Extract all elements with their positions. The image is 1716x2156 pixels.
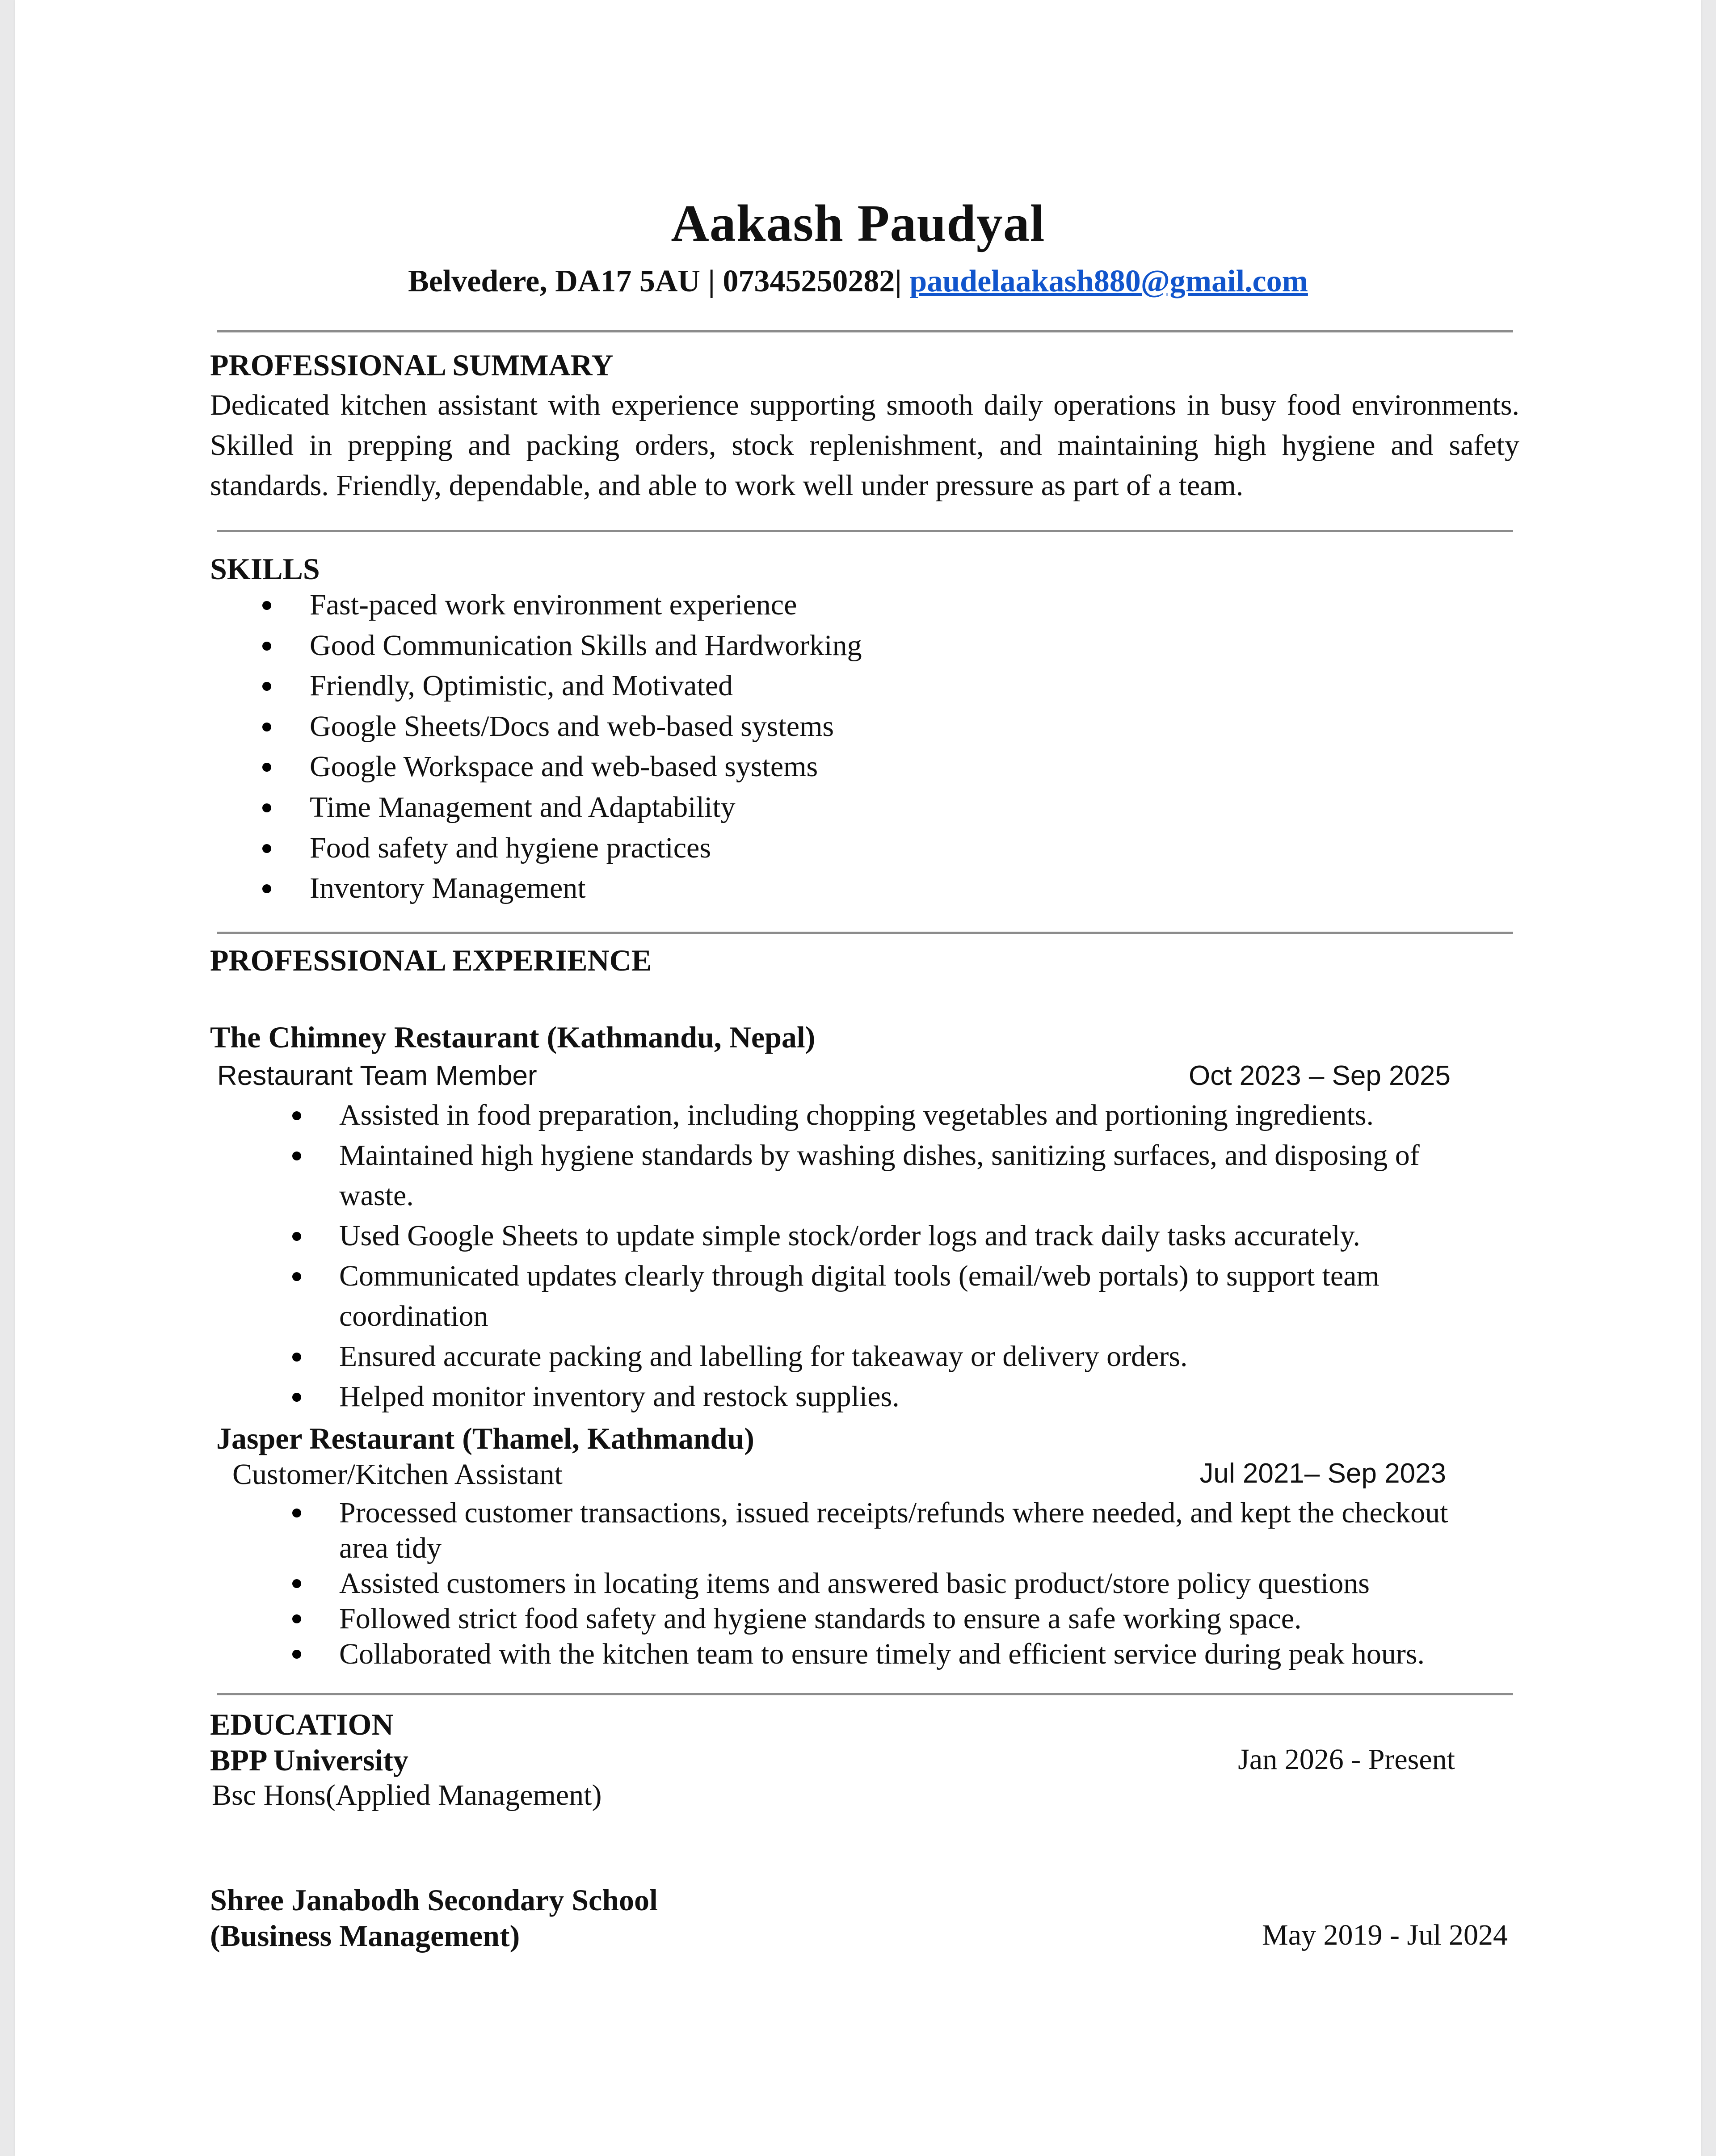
bullet-icon	[262, 884, 271, 893]
bullet-icon	[292, 1579, 301, 1588]
job-duties-list	[339, 1095, 1483, 1417]
duty-item: Assisted customers in locating items and answered basic product/store policy questions	[339, 1566, 1501, 1601]
job-dates: Jul 2021– Sep 2023	[1199, 1458, 1446, 1489]
bullet-icon	[262, 682, 271, 691]
duty-item: Processed customer transactions, issued receipts/refunds where needed, and kept the checkout area tidy	[339, 1495, 1501, 1566]
bullet-icon	[262, 803, 271, 812]
education-dates: Jan 2026 - Present	[1238, 1743, 1455, 1776]
bullet-icon	[292, 1272, 301, 1281]
duty-item: Assisted in food preparation, including chopping vegetables and portioning ingredients.	[339, 1095, 1483, 1135]
contact-details: Belvedere, DA17 5AU | 07345250282|	[408, 264, 902, 298]
skill-item: Google Sheets/Docs and web-based systems	[310, 706, 862, 747]
bullet-icon	[292, 1152, 301, 1160]
email-link[interactable]: paudelaakash880@gmail.com	[909, 264, 1308, 298]
bullet-icon	[262, 723, 271, 731]
job-dates: Oct 2023 – Sep 2025	[1188, 1060, 1451, 1091]
summary-heading: PROFESSIONAL SUMMARY	[210, 348, 614, 382]
skill-item: Fast-paced work environment experience	[310, 585, 862, 626]
summary-text: Dedicated kitchen assistant with experience supporting smooth daily operations in busy food environments. Skilled in prepping and packing orders, stock replenishment, and maintaining high hygiene and safety standards. Friendly, dependable, and able to work well under pressure as part of a team.	[210, 389, 1519, 502]
job-role: Restaurant Team Member	[217, 1060, 537, 1091]
skills-heading: SKILLS	[210, 552, 320, 586]
divider	[217, 932, 1513, 934]
duty-item: Followed strict food safety and hygiene standards to ensure a safe working space.	[339, 1601, 1501, 1636]
bullet-icon	[292, 1353, 301, 1362]
employer-name: Jasper Restaurant (Thamel, Kathmandu)	[216, 1421, 754, 1455]
resume-page	[15, 0, 1701, 2156]
candidate-name: Aakash Paudyal	[671, 194, 1045, 252]
job-role: Customer/Kitchen Assistant	[232, 1458, 563, 1491]
divider	[217, 530, 1513, 532]
education-detail: Bsc Hons(Applied Management)	[212, 1779, 602, 1811]
employer-name: The Chimney Restaurant (Kathmandu, Nepal)	[210, 1020, 816, 1054]
duty-item: Maintained high hygiene standards by washing dishes, sanitizing surfaces, and disposing of waste.	[339, 1135, 1483, 1216]
education-detail: (Business Management)	[210, 1919, 520, 1953]
divider	[217, 330, 1513, 332]
education-heading: EDUCATION	[210, 1707, 394, 1741]
skill-item: Good Communication Skills and Hardworking	[310, 626, 862, 666]
bullet-icon	[262, 763, 271, 772]
duty-item: Ensured accurate packing and labelling for takeaway or delivery orders.	[339, 1336, 1483, 1377]
skills-list	[310, 585, 862, 909]
duty-item: Helped monitor inventory and restock supplies.	[339, 1377, 1483, 1417]
divider	[217, 1693, 1513, 1695]
duty-item: Communicated updates clearly through digital tools (email/web portals) to support team coordination	[339, 1256, 1483, 1336]
bullet-icon	[292, 1614, 301, 1623]
skill-item: Google Workspace and web-based systems	[310, 747, 862, 787]
duty-item: Used Google Sheets to update simple stock/order logs and track daily tasks accurately.	[339, 1216, 1483, 1256]
institution-name: Shree Janabodh Secondary School	[210, 1883, 658, 1917]
skill-item: Time Management and Adaptability	[310, 787, 862, 828]
education-dates: May 2019 - Jul 2024	[1262, 1919, 1508, 1951]
job-duties-list	[339, 1495, 1501, 1672]
bullet-icon	[292, 1111, 301, 1120]
skill-item: Friendly, Optimistic, and Motivated	[310, 666, 862, 706]
experience-heading: PROFESSIONAL EXPERIENCE	[210, 943, 652, 977]
contact-line	[15, 264, 1701, 299]
bullet-icon	[292, 1393, 301, 1402]
bullet-icon	[262, 642, 271, 651]
bullet-icon	[262, 844, 271, 853]
skill-item: Food safety and hygiene practices	[310, 828, 862, 869]
bullet-icon	[292, 1650, 301, 1659]
skill-item: Inventory Management	[310, 868, 862, 909]
bullet-icon	[292, 1509, 301, 1517]
bullet-icon	[262, 601, 271, 610]
duty-item: Collaborated with the kitchen team to ensure timely and efficient service during peak hours.	[339, 1636, 1501, 1672]
institution-name: BPP University	[210, 1743, 408, 1777]
bullet-icon	[292, 1232, 301, 1241]
